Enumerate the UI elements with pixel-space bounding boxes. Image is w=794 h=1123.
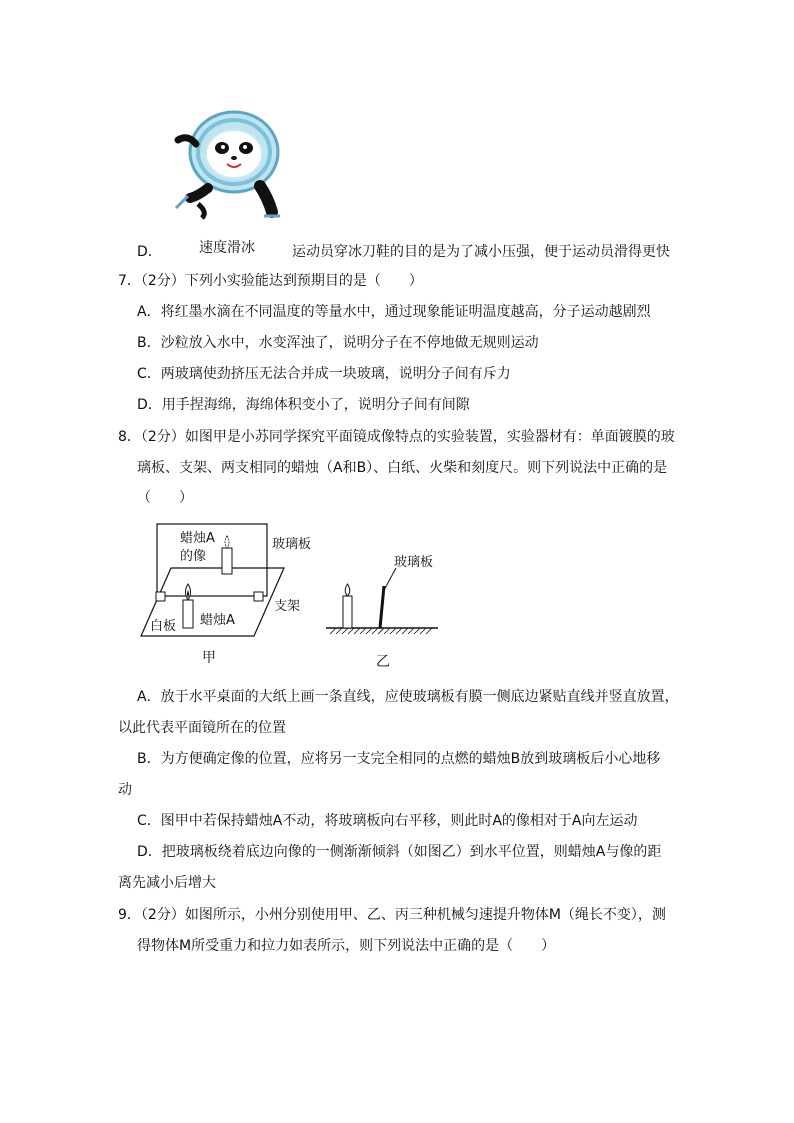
fig-a-stand-label: 支架	[274, 599, 301, 614]
fig-a-image-label-1: 蜡烛A	[180, 531, 215, 546]
fig-b-glass-label: 玻璃板	[394, 555, 434, 570]
fig-a-candle-label: 蜡烛A	[200, 613, 235, 628]
q8-stem-line1: 8．（2分）如图甲是小苏同学探究平面镜成像特点的实验装置，实验器材有：单面镀膜的玻	[118, 429, 675, 445]
fig-a-board-label: 白板	[150, 619, 177, 634]
q8-option-a-line1: A．放于水平桌面的大纸上画一条直线，应使玻璃板有膜一侧底边紧贴直线并竖直放置，	[137, 689, 679, 705]
q8-option-a-line2: 以此代表平面镜所在的位置	[118, 720, 286, 736]
fig-a-glass-label: 玻璃板	[272, 537, 312, 552]
q8-option-c-line1: C．图甲中若保持蜡烛A不动，将玻璃板向右平移，则此时A的像相对于A向左运动	[137, 813, 638, 829]
q8-stem-line3: （ ）	[137, 490, 193, 506]
q6-option-d-image-caption: 速度滑冰	[199, 240, 255, 256]
speed-skating-mascot-image	[168, 104, 286, 220]
fig-a-caption: 甲	[202, 650, 216, 666]
q8-stem-line2: 璃板、支架、两支相同的蜡烛（A和B）、白纸、火柴和刻度尺。则下列说法中正确的是	[137, 460, 668, 476]
q8-option-b-line2: 动	[118, 782, 132, 798]
q9-stem-line1: 9．（2分）如图所示，小州分别使用甲、乙、丙三种机械匀速提升物体M（绳长不变），测	[118, 907, 666, 923]
q7-option-b: B．沙粒放入水中，水变浑浊了，说明分子在不停地做无规则运动	[137, 335, 539, 351]
q8-option-d-line1: D．把玻璃板绕着底边向像的一侧渐渐倾斜（如图乙）到水平位置，则蜡烛A与像的距	[137, 844, 662, 860]
q7-option-c: C．两玻璃使劲挤压无法合并成一块玻璃，说明分子间有斥力	[137, 366, 511, 382]
q7-stem: 7．（2分）下列小实验能达到预期目的是（ ）	[118, 273, 423, 289]
q8-option-b-line1: B．为方便确定像的位置，应将另一支完全相同的点燃的蜡烛B放到玻璃板后小心地移	[137, 751, 661, 767]
figure-a-mirror-setup	[136, 518, 316, 670]
q8-option-d-line2: 离先减小后增大	[118, 875, 216, 891]
q6-option-d-letter: D．	[137, 244, 162, 260]
q9-stem-line2: 得物体M所受重力和拉力如表所示，则下列说法中正确的是（ ）	[137, 938, 556, 954]
q7-option-a: A．将红墨水滴在不同温度的等量水中，通过现象能证明温度越高，分子运动越剧烈	[137, 304, 651, 320]
q6-option-d-text: 运动员穿冰刀鞋的目的是为了减小压强，便于运动员滑得更快	[292, 244, 670, 260]
fig-b-caption: 乙	[376, 654, 390, 670]
fig-a-image-label-2: 的像	[180, 549, 207, 564]
q7-option-d: D．用手捏海绵，海绵体积变小了，说明分子间有间隙	[137, 397, 470, 413]
figure-b-tilted-glass	[322, 546, 446, 672]
